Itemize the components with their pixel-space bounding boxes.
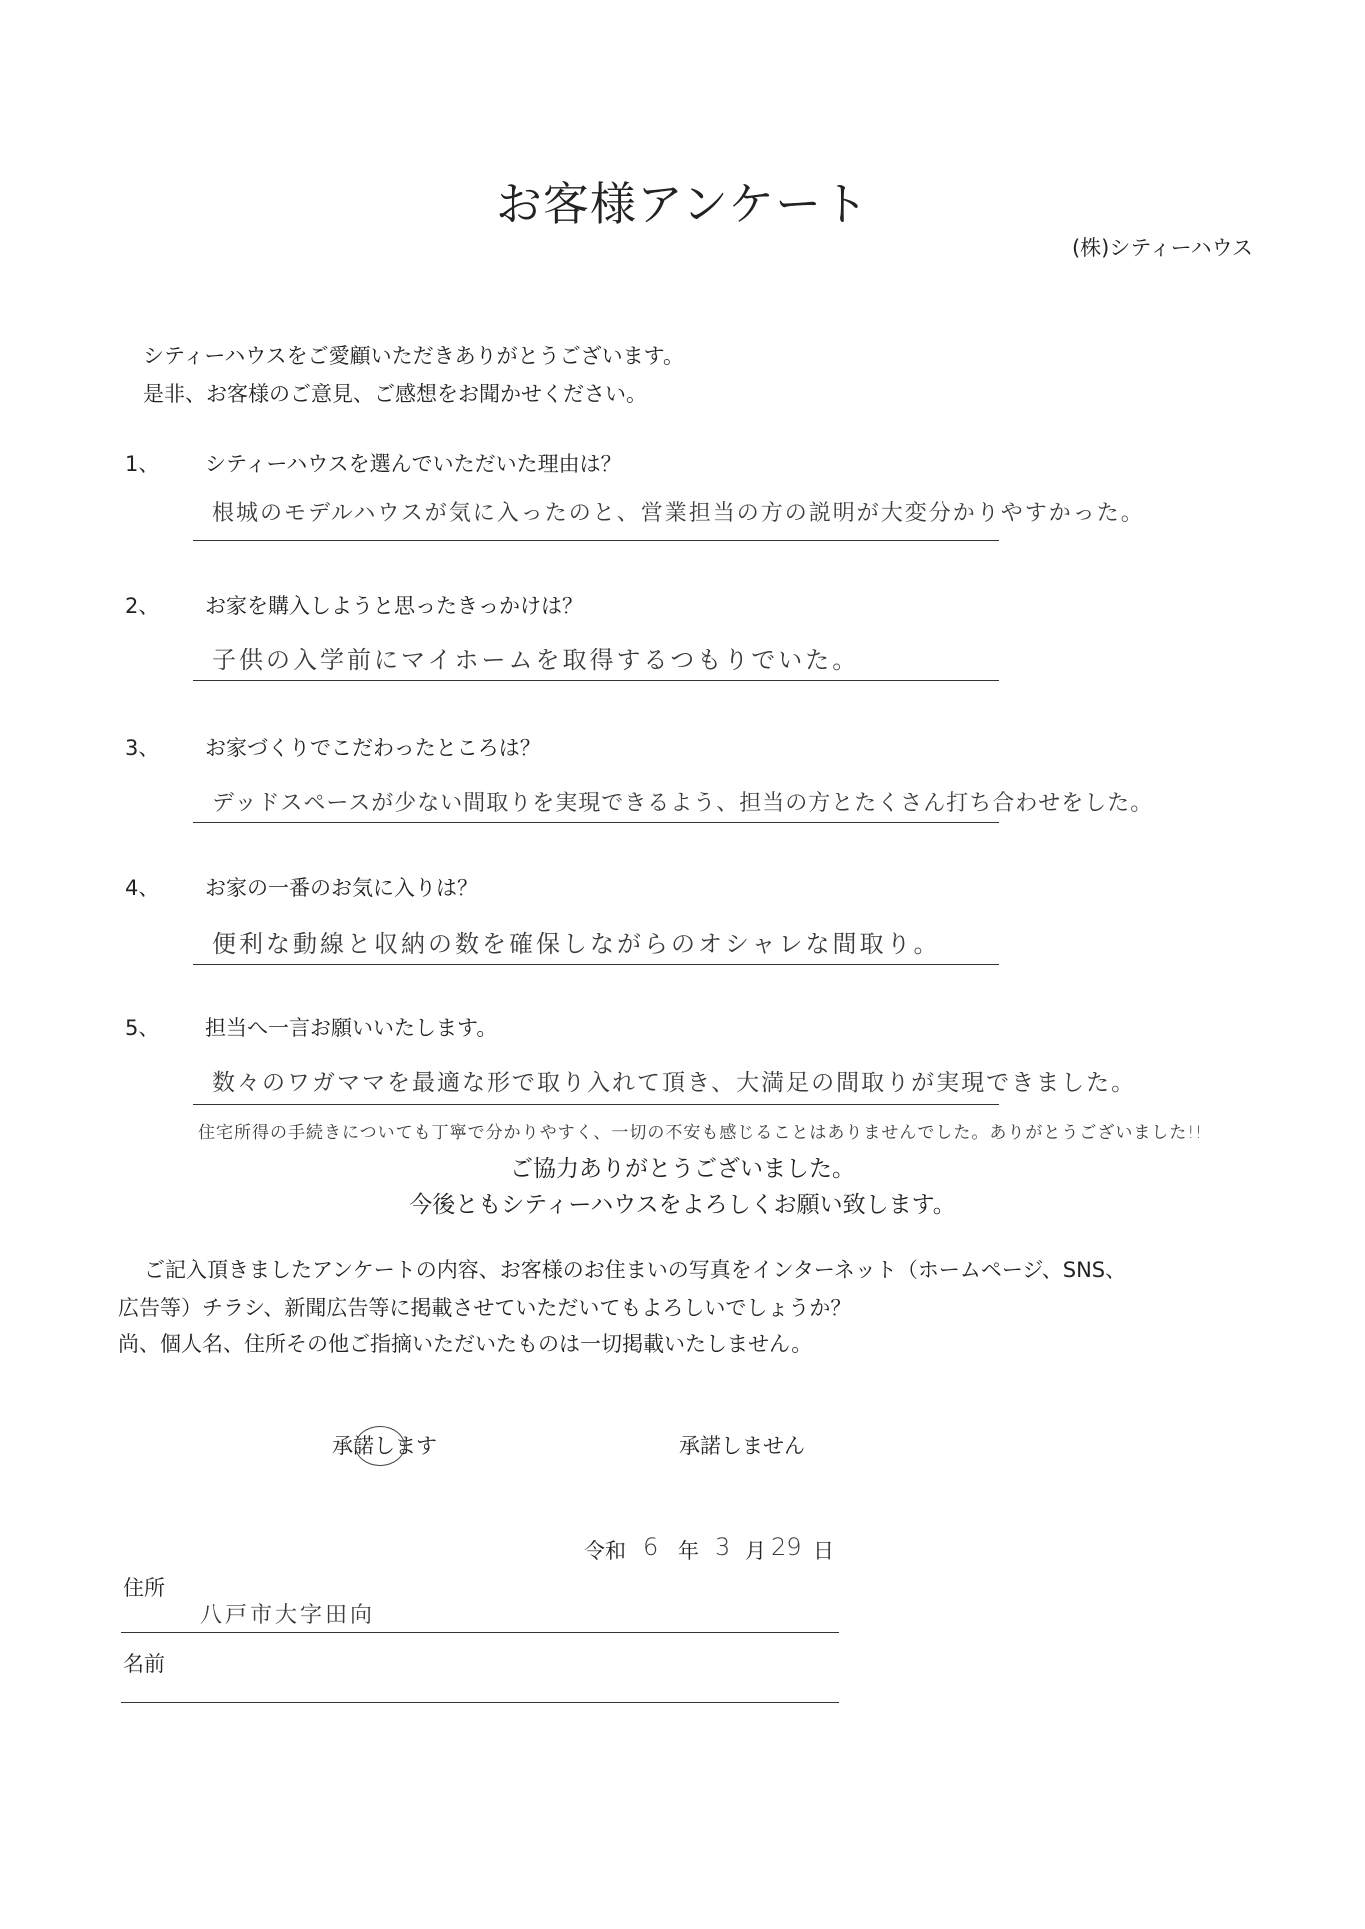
disagree-option[interactable]: 承諾しません (679, 1434, 805, 1458)
answer-1-field[interactable]: 根城のモデルハウスが気に入ったのと、営業担当の方の説明が大変分かりやすかった。 (212, 501, 1145, 526)
answer-5-underline (193, 1104, 999, 1105)
answer-2-underline (193, 680, 999, 681)
company-name: (株)シティーハウス (1071, 236, 1253, 260)
intro-line-2: 是非、お客様のご意見、ご感想をお聞かせください。 (143, 382, 647, 406)
answer-5-field[interactable]: 数々のワガママを最適な形で取り入れて頂き、大満足の間取りが実現できました。 (212, 1070, 1137, 1096)
date-day-unit: 日 (813, 1539, 834, 1563)
address-label: 住所 (123, 1576, 165, 1600)
address-field[interactable]: 八戸市大字田向 (200, 1603, 376, 1628)
question-2-number: 2、 (125, 594, 160, 618)
page-title: お客様アンケート (495, 177, 870, 231)
consent-line-3: 尚、個人名、住所その他ご指摘いただいたものは一切掲載いたしません。 (118, 1332, 813, 1356)
question-4-text: お家の一番のお気に入りは？ (205, 876, 478, 900)
date-month-unit: 月 (745, 1539, 766, 1563)
answer-4-underline (193, 964, 999, 965)
consent-line-1: ご記入頂きましたアンケートの内容、お客様のお住まいの写真をインターネット（ホームページ、SNS、 (144, 1258, 1127, 1282)
selected-circle-mark (355, 1426, 405, 1466)
answer-4-field[interactable]: 便利な動線と収納の数を確保しながらのオシャレな間取り。 (212, 930, 941, 958)
answer-1-underline (193, 540, 999, 541)
thanks-line-2: 今後ともシティーハウスをよろしくお願い致します。 (409, 1192, 956, 1218)
question-5-text: 担当へ一言お願いいたします。 (205, 1016, 498, 1040)
consent-line-2: 広告等）チラシ、新聞広告等に掲載させていただいてもよろしいでしょうか？ (118, 1296, 852, 1320)
question-3-text: お家づくりでこだわったところは？ (205, 736, 541, 760)
answer-3-field[interactable]: デッドスペースが少ない間取りを実現できるよう、担当の方とたくさん打ち合わせをした。 (212, 791, 1154, 816)
name-label: 名前 (123, 1652, 165, 1676)
name-underline (121, 1702, 839, 1703)
question-5-number: 5、 (125, 1016, 160, 1040)
answer-2-field[interactable]: 子供の入学前にマイホームを取得するつもりでいた。 (212, 646, 860, 674)
intro-line-1: シティーハウスをご愛顧いただきありがとうございます。 (143, 344, 684, 368)
answer-3-underline (193, 822, 999, 823)
date-day-value[interactable]: 29 (771, 1533, 802, 1561)
answer-5-continuation: 住宅所得の手続きについても丁寧で分かりやすく、一切の不安も感じることはありませんでした。ありがとうございました!! (198, 1123, 1203, 1143)
date-year-unit: 年 (678, 1539, 699, 1563)
question-2-text: お家を購入しようと思ったきっかけは？ (205, 594, 583, 618)
question-4-number: 4、 (125, 876, 160, 900)
date-month-value[interactable]: 3 (715, 1533, 731, 1561)
agree-option[interactable]: 承諾します (332, 1434, 437, 1458)
question-1-text: シティーハウスを選んでいただいた理由は？ (205, 452, 622, 476)
date-year-value[interactable]: 6 (643, 1533, 659, 1561)
question-1-number: 1、 (125, 452, 160, 476)
address-underline (121, 1632, 839, 1633)
date-era: 令和 (584, 1539, 626, 1563)
thanks-line-1: ご協力ありがとうございました。 (510, 1156, 855, 1182)
question-3-number: 3、 (125, 736, 160, 760)
